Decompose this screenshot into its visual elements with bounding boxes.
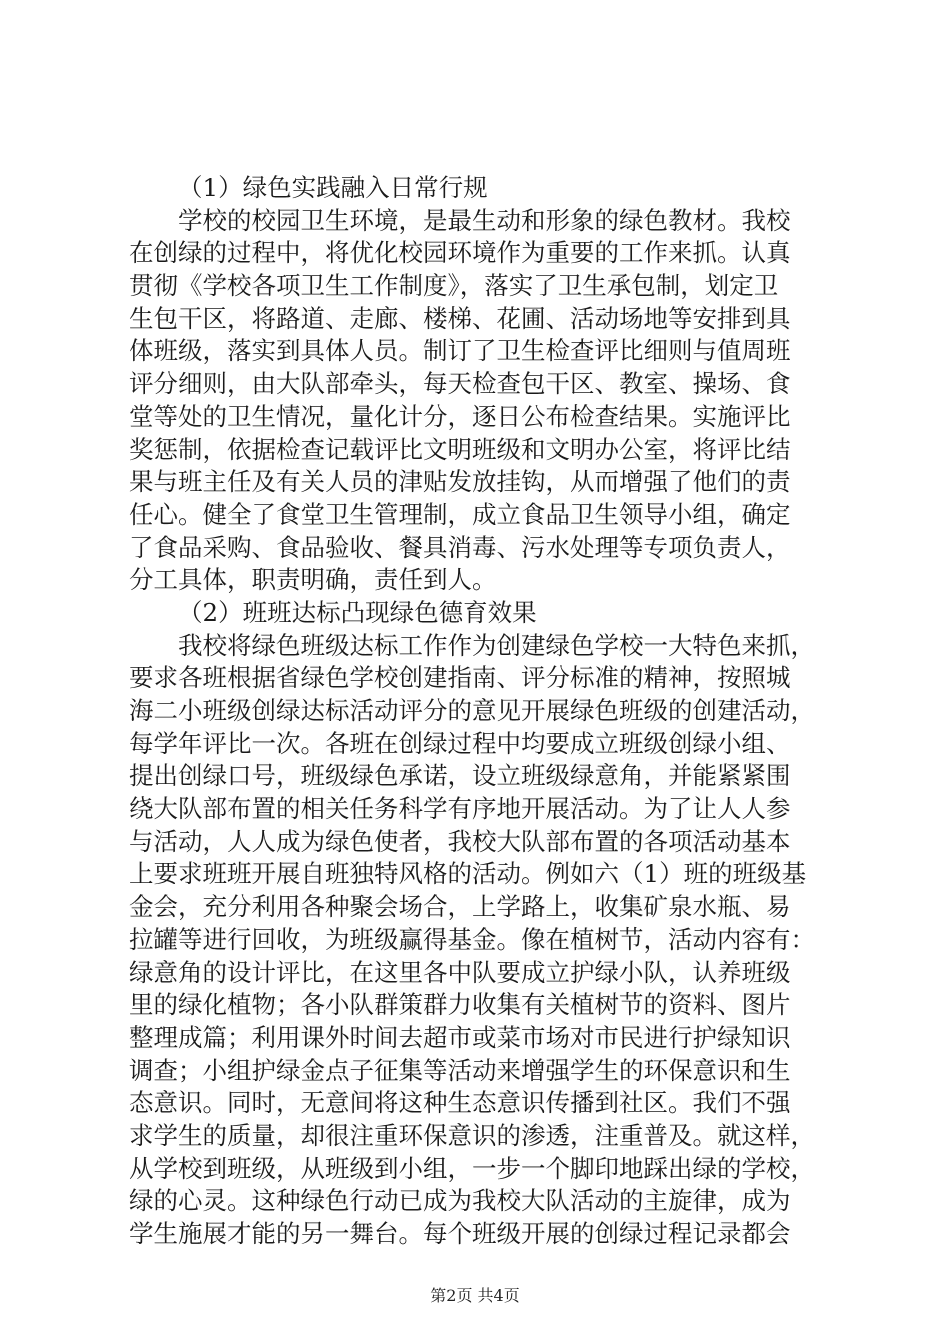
- paragraph-line: 果与班主任及有关人员的津贴发放挂钩，从而增强了他们的责: [129, 467, 791, 497]
- paragraph-line: 提出创绿口号，班级绿色承诺，设立班级绿意角，并能紧紧围: [129, 761, 791, 791]
- paragraph-line: 整理成篇；利用课外时间去超市或菜市场对市民进行护绿知识: [129, 1022, 791, 1052]
- paragraph-line: 绿意角的设计评比，在这里各中队要成立护绿小队，认养班级: [129, 957, 791, 987]
- paragraph-line: 绕大队部布置的相关任务科学有序地开展活动。为了让人人参: [129, 794, 791, 824]
- paragraph-line: 奖惩制，依据检查记载评比文明班级和文明办公室，将评比结: [129, 434, 791, 464]
- paragraph-line: 我校将绿色班级达标工作作为创建绿色学校一大特色来抓，: [178, 630, 815, 660]
- paragraph-line: 求学生的质量，却很注重环保意识的渗透，注重普及。就这样，: [129, 1120, 815, 1150]
- page-footer: 第2页 共4页: [430, 1286, 520, 1305]
- paragraph-line: 堂等处的卫生情况，量化计分，逐日公布检查结果。实施评比: [129, 401, 791, 431]
- paragraph-line: 在创绿的过程中，将优化校园环境作为重要的工作来抓。认真: [129, 238, 791, 268]
- paragraph-line: 每学年评比一次。各班在创绿过程中均要成立班级创绿小组、: [129, 728, 791, 758]
- paragraph-line: 与活动，人人成为绿色使者，我校大队部布置的各项活动基本: [129, 826, 791, 856]
- paragraph-line: 分工具体，职责明确，责任到人。: [129, 565, 497, 595]
- paragraph-line: 贯彻《学校各项卫生工作制度》，落实了卫生承包制，划定卫: [129, 271, 779, 301]
- paragraph-line: 态意识。同时，无意间将这种生态意识传播到社区。我们不强: [129, 1088, 791, 1118]
- paragraph-line: 学校的校园卫生环境，是最生动和形象的绿色教材。我校: [178, 205, 791, 235]
- section-heading: （1）绿色实践融入日常行规: [178, 173, 488, 202]
- paragraph-line: 里的绿化植物；各小队群策群力收集有关植树节的资料、图片: [129, 990, 791, 1020]
- paragraph-line: 金会，充分利用各种聚会场合，上学路上，收集矿泉水瓶、易: [129, 892, 791, 922]
- paragraph-line: 评分细则，由大队部牵头，每天检查包干区、教室、操场、食: [129, 369, 791, 399]
- paragraph-line: 上要求班班开展自班独特风格的活动。例如六（1）班的班级基: [129, 859, 807, 889]
- paragraph-line: 要求各班根据省绿色学校创建指南、评分标准的精神，按照城: [129, 663, 791, 693]
- paragraph-line: 调查；小组护绿金点子征集等活动来增强学生的环保意识和生: [129, 1055, 791, 1085]
- paragraph-line: 海二小班级创绿达标活动评分的意见开展绿色班级的创建活动，: [129, 696, 815, 725]
- paragraph-line: 从学校到班级，从班级到小组，一步一个脚印地踩出绿的学校，: [129, 1153, 815, 1183]
- paragraph-line: 拉罐等进行回收，为班级赢得基金。像在植树节，活动内容有：: [129, 924, 815, 954]
- section-heading: （2）班班达标凸现绿色德育效果: [178, 597, 537, 627]
- paragraph-line: 了食品采购、食品验收、餐具消毒、污水处理等专项负责人，: [129, 532, 791, 562]
- paragraph-line: 绿的心灵。这种绿色行动已成为我校大队活动的主旋律，成为: [129, 1186, 791, 1216]
- paragraph-line: 生包干区，将路道、走廊、楼梯、花圃、活动场地等安排到具: [129, 303, 791, 333]
- document-body: [129, 172, 831, 1251]
- paragraph-line: 学生施展才能的另一舞台。每个班级开展的创绿过程记录都会: [129, 1219, 791, 1248]
- paragraph-line: 任心。健全了食堂卫生管理制，成立食品卫生领导小组，确定: [129, 499, 791, 529]
- paragraph-line: 体班级，落实到具体人员。制订了卫生检查评比细则与值周班: [129, 336, 791, 366]
